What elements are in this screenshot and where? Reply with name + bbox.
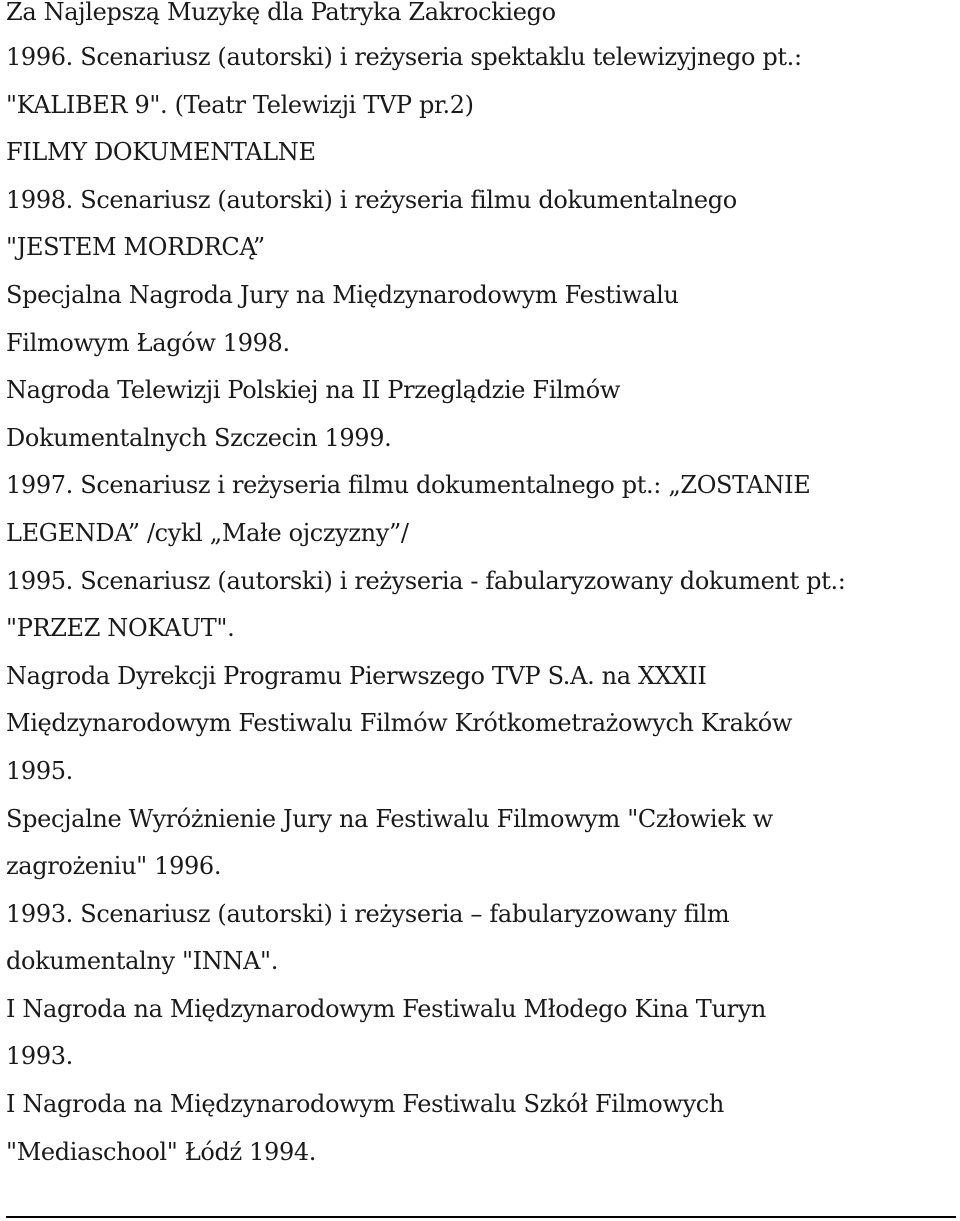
footer-rule bbox=[6, 1216, 956, 1218]
text-line-14: "PRZEZ NOKAUT". bbox=[6, 614, 235, 643]
text-line-9: Nagroda Telewizji Polskiej na II Przeglądzie Filmów bbox=[6, 376, 621, 405]
text-line-3: "KALIBER 9". (Teatr Telewizji TVP pr.2) bbox=[6, 90, 474, 119]
text-line-5: 1998. Scenariusz (autorski) i reżyseria filmu dokumentalnego bbox=[6, 185, 737, 214]
text-line-23: 1993. bbox=[6, 1042, 73, 1071]
text-line-25: "Mediaschool" Łódź 1994. bbox=[6, 1137, 317, 1166]
document-body bbox=[6, 0, 956, 1176]
text-line-7: Specjalna Nagroda Jury na Międzynarodowym Festiwalu bbox=[6, 280, 679, 309]
text-line-24: I Nagroda na Międzynarodowym Festiwalu Szkół Filmowych bbox=[6, 1090, 724, 1119]
text-line-16: Międzynarodowym Festiwalu Filmów Krótkometrażowych Kraków bbox=[6, 709, 793, 738]
text-line-20: 1993. Scenariusz (autorski) i reżyseria – fabularyzowany film bbox=[6, 899, 730, 928]
text-line-22: I Nagroda na Międzynarodowym Festiwalu Młodego Kina Turyn bbox=[6, 994, 767, 1023]
text-line-15: Nagroda Dyrekcji Programu Pierwszego TVP S.A. na XXXII bbox=[6, 661, 707, 690]
text-line-12: LEGENDA” /cykl „Małe ojczyzny”/ bbox=[6, 518, 409, 547]
text-line-10: Dokumentalnych Szczecin 1999. bbox=[6, 423, 392, 452]
text-line-1: Za Najlepszą Muzykę dla Patryka Zakrockiego bbox=[6, 0, 556, 26]
text-line-13: 1995. Scenariusz (autorski) i reżyseria - fabularyzowany dokument pt.: bbox=[6, 566, 846, 595]
text-line-11: 1997. Scenariusz i reżyseria filmu dokumentalnego pt.: „ZOSTANIE bbox=[6, 471, 811, 500]
text-line-8: Filmowym Łagów 1998. bbox=[6, 328, 290, 357]
text-line-6: "JESTEM MORDRCĄ” bbox=[6, 233, 265, 262]
text-line-18: Specjalne Wyróżnienie Jury na Festiwalu Filmowym "Człowiek w bbox=[6, 804, 773, 833]
text-line-19: zagrożeniu" 1996. bbox=[6, 852, 222, 881]
text-line-17: 1995. bbox=[6, 756, 73, 785]
section-heading-documentaries: FILMY DOKUMENTALNE bbox=[6, 138, 316, 167]
text-line-2: 1996. Scenariusz (autorski) i reżyseria spektaklu telewizyjnego pt.: bbox=[6, 43, 802, 71]
text-line-21: dokumentalny "INNA". bbox=[6, 947, 279, 976]
